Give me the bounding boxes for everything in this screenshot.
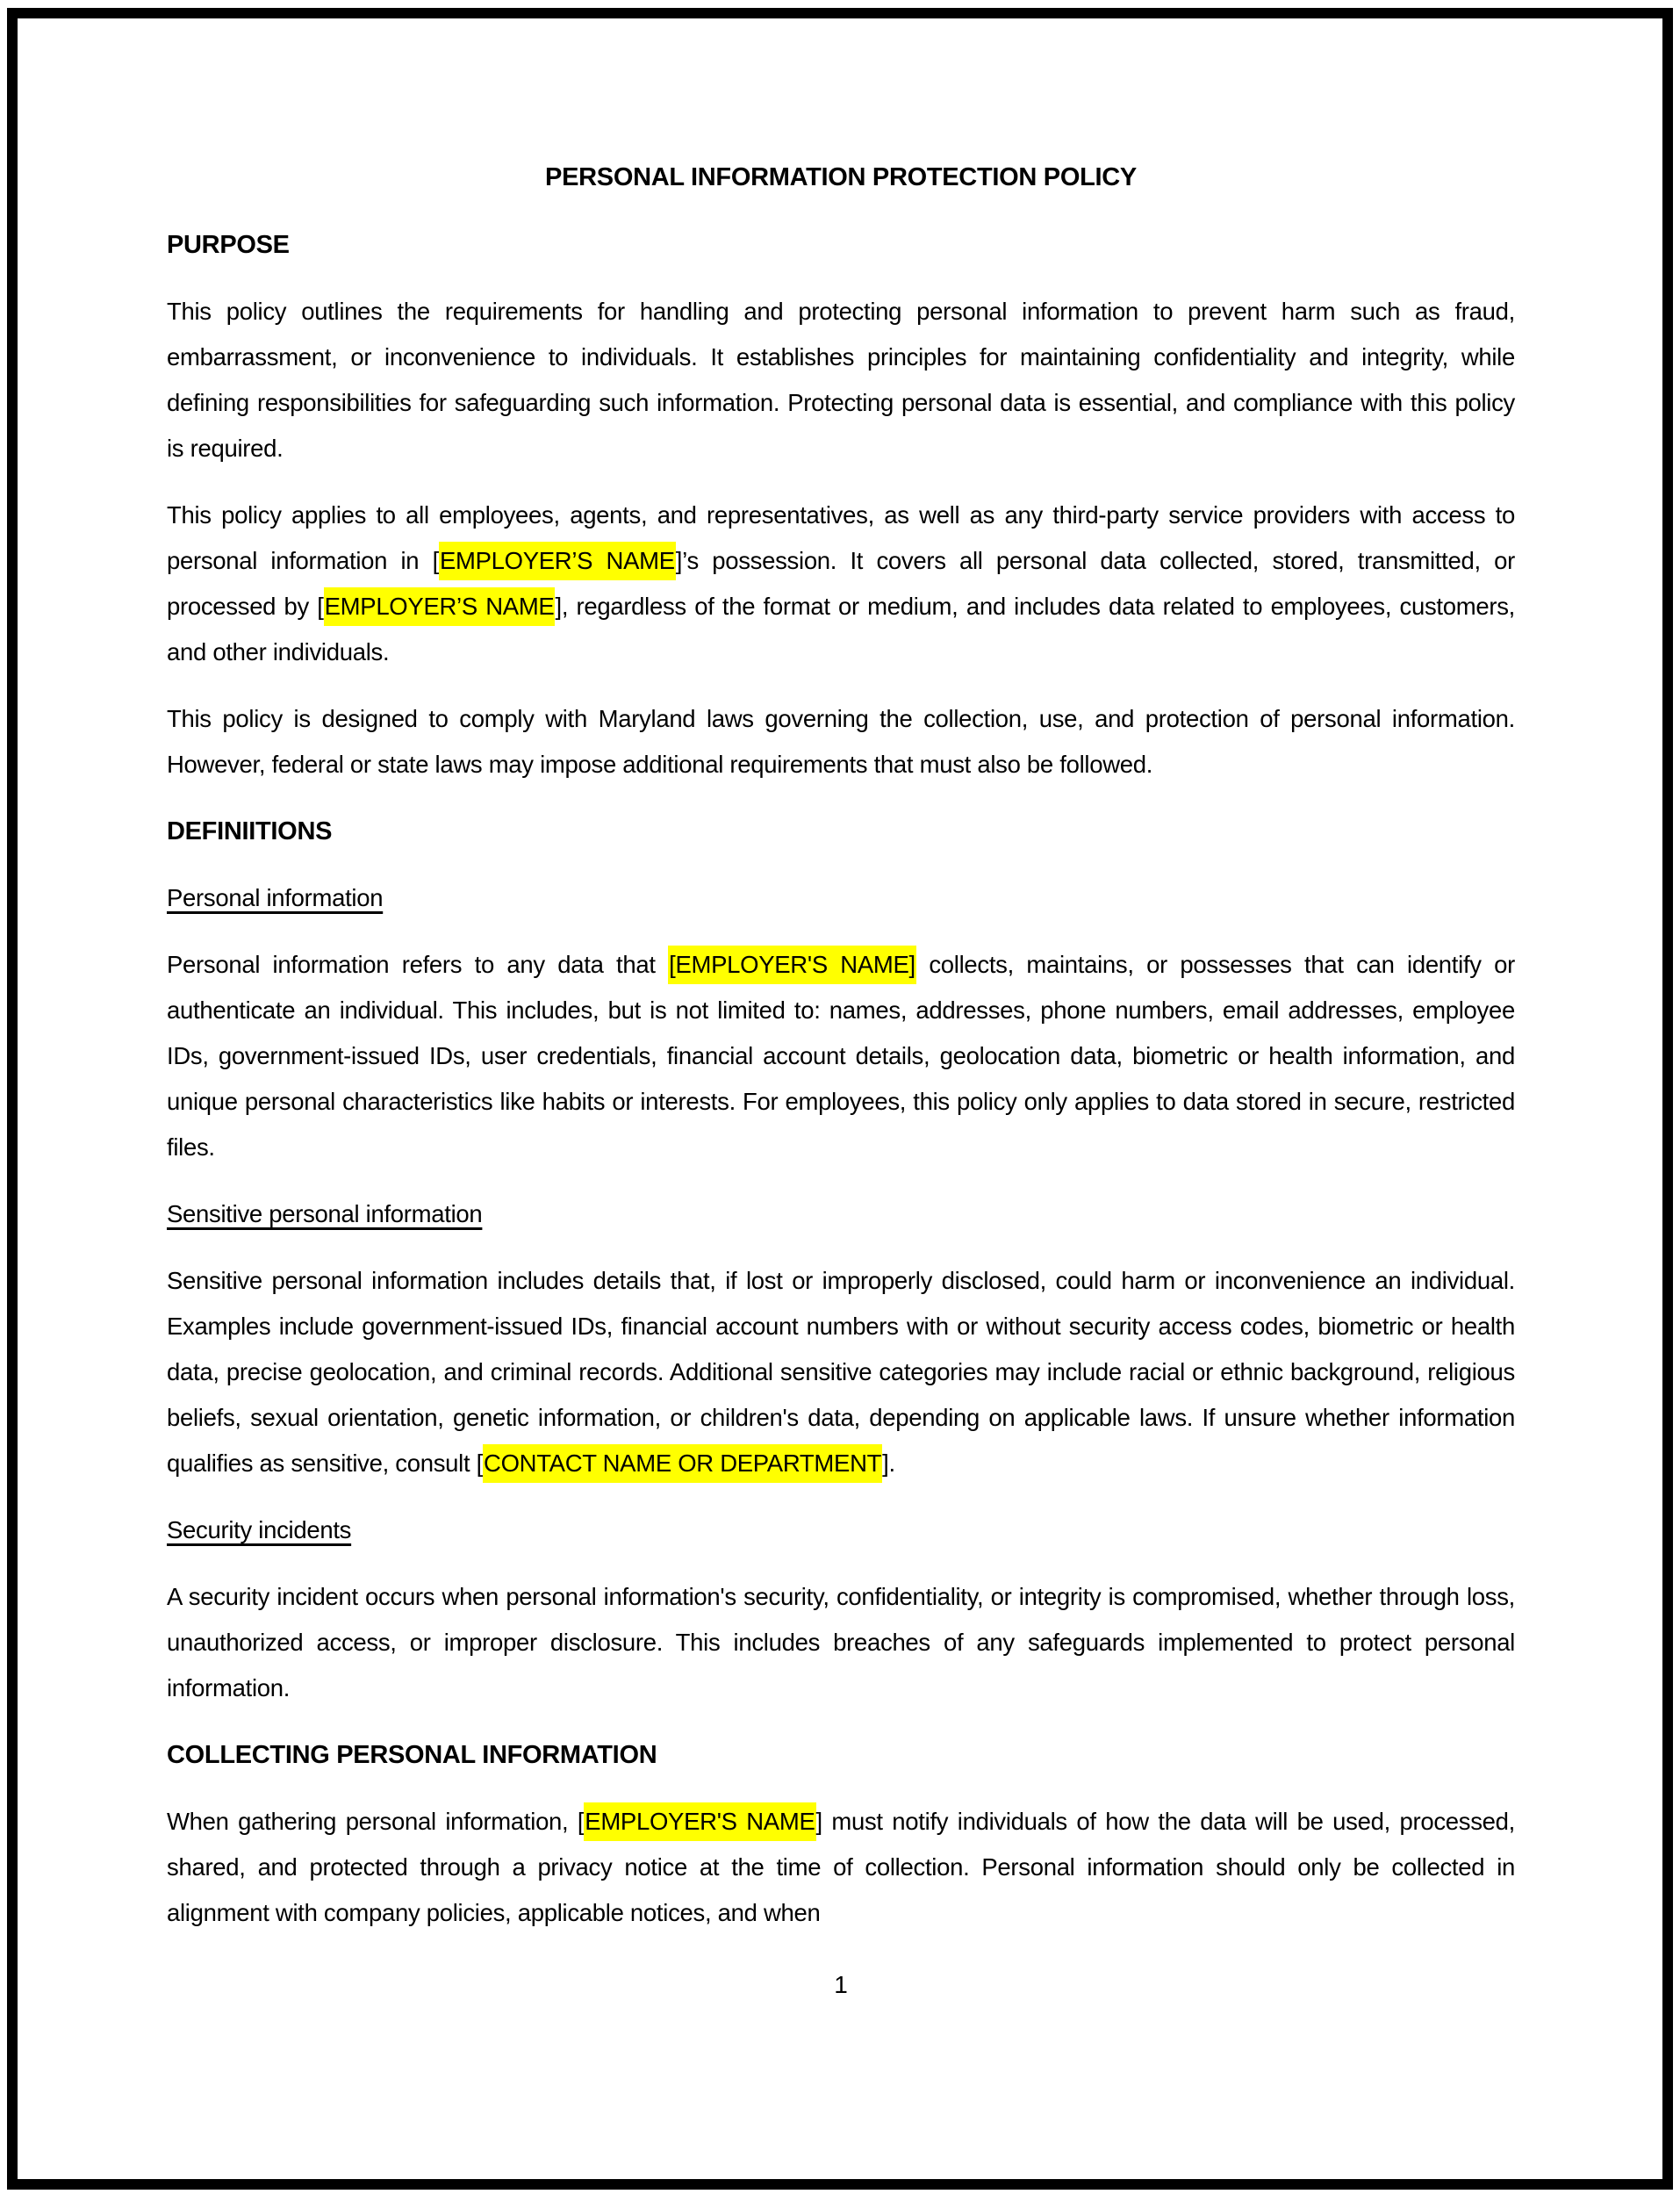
text-run: collects, maintains, or possesses that can identify or authenticate an individual. This includes, but is not limited to: names, addresses, phone numbers, email addresses, employee IDs, government-issued IDs, user credentials, financial account details, geolocation data, biometric or health information, and unique personal characteristics like habits or interests. For employees, this policy only applies to data stored in secure, restricted files. xyxy=(167,951,1516,1161)
text-run: This policy applies to all employees, agents, and representatives, as well as any third-party service providers with access to personal information in [ xyxy=(167,501,1515,574)
text-run: When gathering personal information, [ xyxy=(167,1808,585,1835)
subheading-sensitive-personal-information: Sensitive personal information xyxy=(167,1200,483,1227)
heading-collecting-personal-information: COLLECTING PERSONAL INFORMATION xyxy=(167,1741,657,1769)
text-run: A security incident occurs when personal information's security, confidentiality, or integrity is compromised, whether through loss, unauthorized access, or improper disclosure. This includes breaches of any safeguards implemented to protect personal information. xyxy=(167,1583,1515,1701)
text-run: This policy is designed to comply with Maryland laws governing the collection, use, and protection of personal information. However, federal or state laws may impose additional requirements that must also be followed. xyxy=(167,705,1515,778)
subheading-security-incidents: Security incidents xyxy=(167,1516,352,1543)
collecting-paragraph xyxy=(167,1799,1515,1936)
highlighted-placeholder: EMPLOYER’S NAME xyxy=(324,587,556,626)
text-run: Personal information refers to any data that xyxy=(167,951,669,978)
highlighted-placeholder: CONTACT NAME OR DEPARTMENT xyxy=(483,1444,882,1483)
purpose-paragraph-2 xyxy=(167,493,1515,675)
highlighted-placeholder: EMPLOYER'S NAME xyxy=(584,1802,815,1841)
text-run: ]’s possession. It covers all personal data collected, stored, transmitted, or processed by [ xyxy=(167,547,1515,620)
security-incidents-paragraph xyxy=(167,1574,1515,1711)
text-run: ], regardless of the format or medium, and includes data related to employees, customers, and other individuals. xyxy=(167,593,1515,665)
heading-definitions: DEFINIITIONS xyxy=(167,817,333,845)
personal-information-paragraph xyxy=(167,942,1515,1170)
heading-purpose: PURPOSE xyxy=(167,231,290,259)
document-title: PERSONAL INFORMATION PROTECTION POLICY xyxy=(545,163,1137,191)
text-run: ] must notify individuals of how the data will be used, processed, shared, and protected through a privacy notice at the time of collection. Personal information should only be collected in alignment with company policies, applicable notices, and when xyxy=(167,1808,1515,1926)
highlighted-placeholder: EMPLOYER’S NAME xyxy=(439,542,676,580)
text-run: Sensitive personal information includes details that, if lost or improperly disclosed, could harm or inconvenience an individual. Examples include government-issued IDs, financial account numbers with or without security access codes, biometric or health data, precise geolocation, and criminal records. Additional sensitive categories may include racial or ethnic background, religious beliefs, sexual orientation, genetic information, or children's data, depending on applicable laws. If unsure whether information qualifies as sensitive, consult [ xyxy=(167,1267,1515,1477)
purpose-paragraph-1 xyxy=(167,289,1515,471)
subheading-personal-information: Personal information xyxy=(167,884,384,911)
highlighted-placeholder: [EMPLOYER'S NAME] xyxy=(668,946,916,984)
page-number: 1 xyxy=(834,1971,848,1998)
sensitive-personal-information-paragraph xyxy=(167,1258,1515,1486)
text-run: ]. xyxy=(882,1449,895,1477)
purpose-paragraph-3 xyxy=(167,696,1515,788)
page-content xyxy=(167,155,1515,2008)
text-run: This policy outlines the requirements for handling and protecting personal information to prevent harm such as fraud, embarrassment, or inconvenience to individuals. It establishes principles for maintaining confidentiality and integrity, while defining responsibilities for safeguarding such information. Protecting personal data is essential, and compliance with this policy is required. xyxy=(167,298,1515,462)
